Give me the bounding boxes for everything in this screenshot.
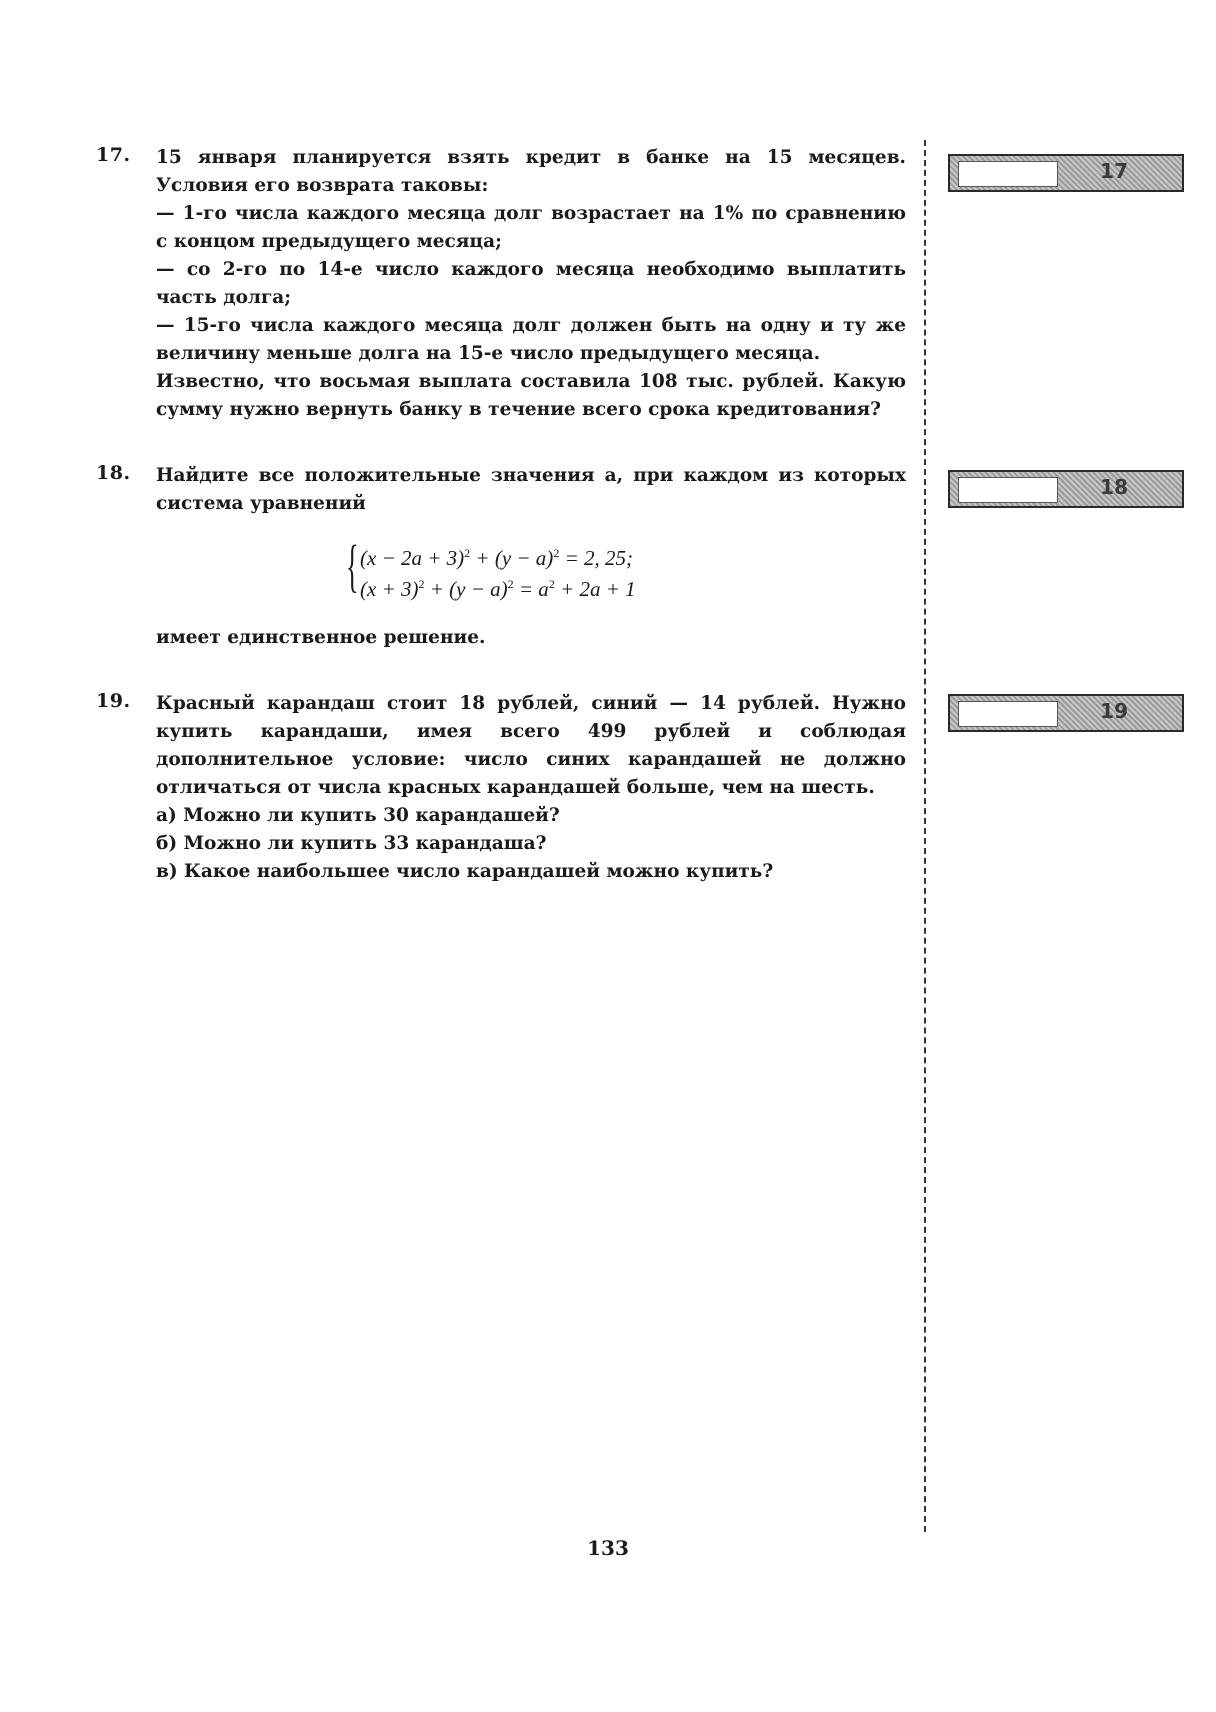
- answer-field[interactable]: [958, 477, 1058, 503]
- answer-box-number: 18: [1100, 475, 1128, 499]
- answer-box-number: 19: [1100, 699, 1128, 723]
- task-line: — со 2-го по 14-е число каждого месяца необходимо выплатить часть долга;: [156, 259, 906, 308]
- answer-box-19: [948, 694, 1184, 732]
- answer-box-18: [948, 470, 1184, 508]
- task-subquestion: в) Какое наибольшее число карандашей можно купить?: [156, 861, 774, 882]
- task-number: 19.: [96, 690, 131, 712]
- task-intro: Найдите все положительные значения a, при каждом из которых система уравнений: [156, 465, 906, 514]
- task-line: — 15-го числа каждого месяца долг должен быть на одну и ту же величину меньше долга на 15-е число предыдущего месяца.: [156, 315, 906, 364]
- page-number: 133: [587, 1536, 629, 1560]
- task-line: — 1-го числа каждого месяца долг возрастает на 1% по сравнению с концом предыдущего месяца;: [156, 203, 906, 252]
- task-text: [156, 690, 906, 886]
- equation-system: [346, 533, 906, 602]
- cut-line: [924, 140, 926, 1532]
- task-line: Красный карандаш стоит 18 рублей, синий — 14 рублей. Нужно купить карандаши, имея всего 499 рублей и соблюдая дополнительное условие: число синих карандашей не должно отличаться от числа красных карандашей больше, чем на шесть.: [156, 693, 906, 798]
- answer-field[interactable]: [958, 701, 1058, 727]
- task-subquestion: а) Можно ли купить 30 карандашей?: [156, 805, 560, 826]
- answer-box-number: 17: [1100, 159, 1128, 183]
- task-number: 17.: [96, 144, 131, 166]
- task-subquestion: б) Можно ли купить 33 карандаша?: [156, 833, 547, 854]
- task-number: 18.: [96, 462, 131, 484]
- task-outro: имеет единственное решение.: [156, 627, 486, 648]
- left-brace: {: [346, 533, 359, 598]
- task-text: [156, 462, 906, 652]
- task-line: 15 января планируется взять кредит в банке на 15 месяцев. Условия его возврата таковы:: [156, 147, 906, 196]
- task-text: [156, 144, 906, 424]
- task-line: Известно, что восьмая выплата составила 108 тыс. рублей. Какую сумму нужно вернуть банку в течение всего срока кредитования?: [156, 371, 906, 420]
- answer-field[interactable]: [958, 161, 1058, 187]
- equation-2: $(x + 3)^2 + (y - a)^2 = a^2 + 2a + 1$: [360, 577, 636, 601]
- equation-1: $(x - 2a + 3)^2 + (y - a)^2 = 2$, 25;: [360, 546, 633, 570]
- answer-box-17: [948, 154, 1184, 192]
